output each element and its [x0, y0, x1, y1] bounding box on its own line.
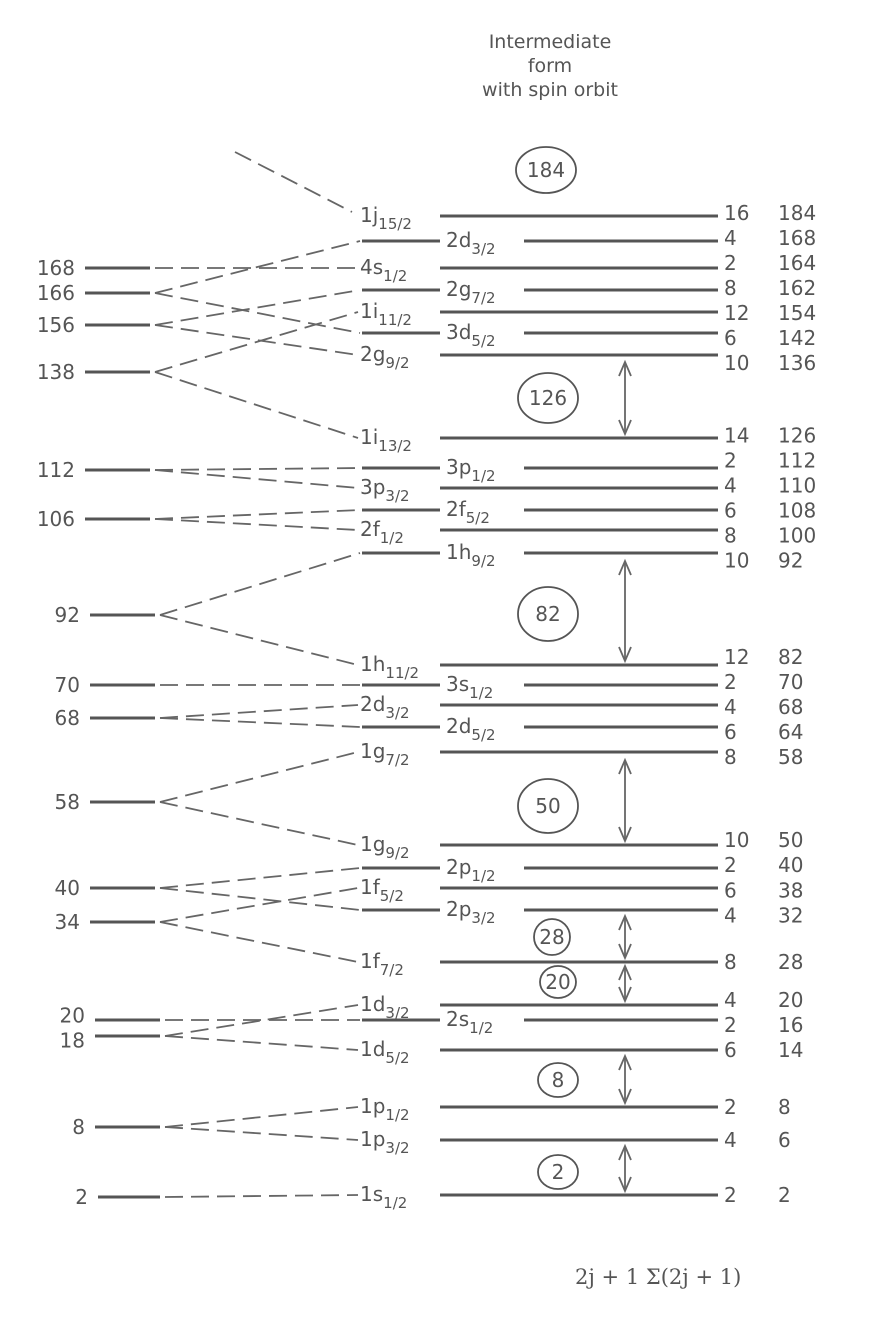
magic-number: 50: [535, 794, 561, 818]
cumulative-value: 20: [778, 987, 804, 1012]
orbital-name: 2f: [446, 497, 466, 521]
oscillator-magic-label: 18: [59, 1028, 85, 1053]
cumulative-value: 162: [778, 275, 817, 300]
orbital-label: [446, 540, 496, 570]
oscillator-level: [55, 673, 155, 697]
orbital-label: [446, 277, 496, 307]
energy-level: [360, 423, 816, 455]
degeneracy-value: 6: [724, 498, 737, 523]
orbital-label: [360, 1094, 410, 1124]
degeneracy-value: 16: [724, 200, 750, 225]
orbital-name: 2d: [446, 714, 472, 738]
orbital-label: [360, 875, 404, 905]
degeneracy-value: 14: [724, 423, 750, 448]
orbital-name: 2g: [360, 342, 386, 366]
degeneracy-value: 6: [724, 1038, 737, 1063]
oscillator-level: [55, 706, 155, 730]
degeneracy-value: 4: [724, 694, 737, 719]
cumulative-value: 154: [778, 300, 817, 325]
orbital-j-subscript: 1/2: [383, 267, 408, 285]
orbital-name: 1g: [360, 832, 386, 856]
oscillator-level: [72, 1115, 160, 1139]
orbital-j-subscript: 1/2: [379, 529, 404, 547]
orbital-j-subscript: 7/2: [379, 961, 404, 979]
splitting-dashed-line: [155, 290, 360, 325]
orbital-j-subscript: 11/2: [385, 664, 420, 682]
cumulative-value: 64: [778, 719, 804, 744]
orbital-name: 1j: [360, 203, 379, 227]
splitting-dashed-line: [160, 888, 358, 922]
title-line: Intermediate: [488, 31, 612, 53]
orbital-name: 2s: [446, 1007, 470, 1031]
orbital-label: [446, 672, 493, 702]
energy-level: [360, 645, 803, 682]
energy-level: [362, 497, 816, 527]
orbital-name: 1d: [360, 1037, 386, 1061]
degeneracy-value: 6: [724, 719, 737, 744]
oscillator-magic-label: 156: [36, 313, 75, 337]
oscillator-magic-label: 168: [36, 256, 75, 280]
magic-number: 8: [551, 1068, 565, 1092]
cumulative-value: 164: [778, 250, 817, 275]
orbital-label: [360, 1037, 410, 1067]
degeneracy-value: 2: [724, 1183, 737, 1207]
orbital-label: [360, 517, 404, 547]
energy-level: [360, 1037, 803, 1067]
orbital-name: 1i: [360, 299, 379, 323]
orbital-label: [360, 692, 410, 722]
cumulative-value: 8: [778, 1095, 791, 1119]
orbital-j-subscript: 3/2: [471, 240, 496, 258]
oscillator-magic-label: 92: [54, 603, 80, 627]
splitting-dashed-line: [155, 468, 360, 470]
cumulative-value: 184: [778, 200, 817, 225]
energy-level: [362, 540, 803, 572]
orbital-name: 2g: [446, 277, 472, 301]
energy-level: [360, 739, 803, 769]
orbital-j-subscript: 3/2: [385, 704, 410, 722]
orbital-name: 2p: [446, 897, 472, 921]
oscillator-level: [75, 1185, 160, 1209]
degeneracy-value: 8: [724, 744, 737, 769]
degeneracy-value: 4: [724, 903, 737, 928]
orbital-j-subscript: 9/2: [471, 552, 496, 570]
orbital-label: [446, 714, 496, 744]
orbital-name: 2f: [360, 517, 380, 541]
splitting-dashed-line: [155, 510, 360, 519]
energy-level: [360, 692, 803, 722]
oscillator-magic-label: 70: [54, 673, 80, 697]
orbital-j-subscript: 5/2: [465, 509, 490, 527]
orbital-name: 2p: [446, 855, 472, 879]
orbital-label: [360, 739, 410, 769]
oscillator-level: [55, 910, 155, 934]
orbital-name: 1h: [446, 540, 472, 564]
orbital-name: 1p: [360, 1094, 386, 1118]
orbital-name: 1f: [360, 949, 380, 973]
splitting-dashed-line: [160, 615, 358, 665]
shell-gap-arrow: [619, 1056, 631, 1103]
orbital-j-subscript: 1/2: [469, 684, 494, 702]
magic-number-circle: [540, 966, 576, 998]
energy-level: [360, 201, 816, 233]
cumulative-value: 2: [778, 1183, 791, 1207]
shell-gap-arrow: [619, 1146, 631, 1191]
degeneracy-value: 2: [724, 853, 737, 878]
orbital-name: 3d: [446, 320, 472, 344]
cumulative-value: 6: [778, 1128, 791, 1152]
energy-level: [360, 251, 816, 285]
oscillator-level: [37, 313, 150, 337]
energy-level: [360, 473, 816, 505]
oscillator-magic-label: 166: [36, 281, 75, 305]
cumulative-value: 126: [778, 423, 817, 448]
cumulative-value: 38: [778, 878, 804, 903]
orbital-label: [360, 949, 404, 979]
energy-level: [360, 517, 816, 547]
splitting-dashed-line: [160, 752, 358, 802]
degeneracy-value: 10: [724, 350, 750, 375]
orbital-name: 1f: [360, 875, 380, 899]
cumulative-value: 16: [778, 1012, 804, 1037]
orbital-j-subscript: 5/2: [471, 726, 496, 744]
energy-level: [360, 988, 803, 1022]
oscillator-level: [37, 360, 150, 384]
oscillator-magic-label: 58: [54, 790, 80, 814]
splitting-dashed-line: [160, 868, 360, 888]
orbital-label: [360, 992, 410, 1022]
energy-level: [362, 714, 803, 744]
degeneracy-value: 12: [724, 300, 750, 325]
orbital-name: 1g: [360, 739, 386, 763]
degeneracy-value: 10: [724, 828, 750, 853]
orbital-j-subscript: 15/2: [378, 215, 412, 233]
magic-number: 126: [528, 386, 568, 410]
magic-number: 28: [539, 925, 565, 949]
orbital-label: [446, 320, 496, 350]
shell-gap-arrow: [619, 362, 631, 434]
oscillator-level: [55, 876, 155, 900]
energy-level: [362, 897, 803, 927]
splitting-dashed-line: [235, 152, 352, 212]
cumulative-value: 70: [778, 669, 804, 694]
orbital-j-subscript: 5/2: [385, 1049, 410, 1067]
degeneracy-value: 2: [724, 1095, 737, 1119]
oscillator-magic-label: 34: [54, 910, 80, 934]
degeneracy-value: 12: [724, 644, 750, 669]
orbital-j-subscript: 3/2: [471, 909, 496, 927]
magic-number-circle: [538, 1063, 578, 1097]
cumulative-value: 142: [778, 325, 817, 350]
magic-number: 2: [551, 1160, 565, 1184]
title-line: with spin orbit: [482, 79, 618, 101]
cumulative-value: 58: [778, 744, 804, 769]
orbital-j-subscript: 7/2: [385, 751, 410, 769]
degeneracy-value: 2: [724, 250, 737, 275]
orbital-label: [360, 1182, 407, 1212]
oscillator-level: [55, 603, 155, 627]
orbital-name: 3s: [446, 672, 470, 696]
shell-gap-arrow: [619, 916, 631, 958]
magic-number-circle: [538, 1155, 578, 1189]
magic-number-circle: [518, 373, 578, 423]
orbital-j-subscript: 3/2: [385, 487, 410, 505]
orbital-label: [360, 1127, 410, 1157]
orbital-j-subscript: 1/2: [471, 467, 496, 485]
splitting-dashed-line: [160, 922, 358, 962]
splitting-dashed-line: [165, 1036, 358, 1050]
degeneracy-value: 4: [724, 225, 737, 250]
orbital-j-subscript: 1/2: [469, 1019, 494, 1037]
cumulative-value: 82: [778, 644, 804, 669]
orbital-j-subscript: 13/2: [378, 437, 412, 455]
energy-level: [360, 875, 803, 905]
orbital-name: 3p: [446, 455, 472, 479]
orbital-label: [446, 455, 496, 485]
splitting-dashed-line: [160, 802, 358, 845]
orbital-j-subscript: 9/2: [385, 354, 410, 372]
splitting-dashed-line: [160, 888, 360, 910]
energy-level: [360, 342, 816, 375]
magic-number-circle: [516, 147, 576, 193]
splitting-dashed-line: [155, 312, 358, 372]
splitting-dashed-line: [160, 705, 358, 718]
cumulative-value: 28: [778, 950, 804, 974]
energy-level: [360, 828, 803, 862]
degeneracy-value: 8: [724, 523, 737, 548]
magic-number-circle: [534, 919, 570, 955]
oscillator-level: [60, 1029, 160, 1053]
magic-number: 82: [535, 602, 561, 626]
degeneracy-value: 2: [724, 1012, 737, 1037]
splitting-dashed-line: [155, 372, 358, 438]
splitting-dashed-line: [160, 718, 360, 727]
orbital-label: [446, 855, 496, 885]
cumulative-value: 40: [778, 853, 804, 878]
orbital-j-subscript: 11/2: [378, 311, 412, 329]
oscillator-level: [37, 458, 150, 482]
oscillator-magic-label: 106: [36, 507, 75, 531]
column-legend: 2j + 1 Σ(2j + 1): [575, 1265, 742, 1289]
splitting-dashed-line: [165, 1127, 358, 1140]
oscillator-level: [60, 1003, 160, 1027]
cumulative-value: 136: [778, 350, 817, 375]
degeneracy-value: 8: [724, 275, 737, 300]
magic-number: 184: [526, 158, 566, 182]
energy-level: [362, 853, 803, 885]
shell-gap-arrow: [619, 561, 631, 661]
oscillator-magic-label: 8: [72, 1115, 85, 1139]
degeneracy-value: 2: [724, 669, 737, 694]
orbital-name: 2d: [446, 228, 472, 252]
energy-level: [362, 226, 816, 258]
splitting-dashed-line: [165, 1195, 358, 1197]
orbital-j-subscript: 5/2: [471, 332, 496, 350]
magic-number-circle: [518, 587, 578, 641]
energy-level: [360, 299, 816, 329]
orbital-j-subscript: 5/2: [379, 887, 404, 905]
splitting-dashed-line: [155, 470, 358, 488]
degeneracy-value: 10: [724, 548, 750, 573]
orbital-j-subscript: 9/2: [385, 844, 410, 862]
degeneracy-value: 2: [724, 448, 737, 473]
orbital-label: [360, 832, 410, 862]
orbital-name: 1d: [360, 992, 386, 1016]
cumulative-value: 168: [778, 225, 817, 250]
cumulative-value: 68: [778, 694, 804, 719]
cumulative-value: 50: [778, 828, 804, 853]
orbital-label: [446, 228, 496, 258]
splitting-dashed-line: [155, 325, 358, 355]
splitting-dashed-line: [155, 241, 360, 293]
shell-gap-arrow: [619, 760, 631, 841]
cumulative-value: 92: [778, 548, 804, 573]
orbital-label: [446, 1007, 493, 1037]
oscillator-level: [37, 256, 150, 280]
degeneracy-value: 8: [724, 950, 737, 974]
splitting-dashed-line: [160, 553, 360, 615]
energy-level: [362, 670, 803, 702]
orbital-name: 4s: [360, 255, 384, 279]
cumulative-value: 110: [778, 473, 817, 498]
orbital-j-subscript: 1/2: [383, 1194, 408, 1212]
cumulative-value: 14: [778, 1038, 804, 1063]
oscillator-magic-label: 20: [59, 1003, 85, 1028]
magic-number: 20: [545, 970, 571, 994]
orbital-name: 1h: [360, 652, 386, 676]
splitting-dashed-line: [155, 519, 358, 530]
orbital-label: [360, 299, 412, 329]
degeneracy-value: 6: [724, 325, 737, 350]
cumulative-value: 112: [778, 448, 817, 473]
degeneracy-value: 4: [724, 987, 737, 1012]
cumulative-value: 108: [778, 498, 817, 523]
oscillator-magic-label: 40: [54, 876, 80, 900]
orbital-label: [360, 475, 410, 505]
degeneracy-value: 4: [724, 1128, 737, 1152]
orbital-name: 1i: [360, 425, 379, 449]
degeneracy-value: 4: [724, 473, 737, 498]
shell-gap-arrow: [619, 966, 631, 1001]
orbital-label: [360, 652, 419, 682]
orbital-j-subscript: 3/2: [385, 1004, 410, 1022]
orbital-name: 1s: [360, 1182, 384, 1206]
orbital-j-subscript: 1/2: [471, 867, 496, 885]
cumulative-value: 100: [778, 523, 817, 548]
energy-level: [360, 1127, 791, 1157]
energy-level: [360, 1094, 791, 1124]
orbital-name: 2d: [360, 692, 386, 716]
orbital-label: [360, 203, 412, 233]
oscillator-level: [37, 507, 150, 531]
cumulative-value: 32: [778, 903, 804, 928]
orbital-j-subscript: 7/2: [471, 289, 496, 307]
orbital-j-subscript: 3/2: [385, 1139, 410, 1157]
oscillator-magic-label: 138: [36, 360, 75, 384]
oscillator-level: [37, 281, 150, 305]
energy-level: [362, 448, 816, 485]
orbital-label: [360, 342, 410, 372]
orbital-label: [360, 425, 412, 455]
orbital-name: 3p: [360, 475, 386, 499]
orbital-j-subscript: 1/2: [385, 1106, 410, 1124]
oscillator-magic-label: 112: [36, 458, 75, 482]
title-line: form: [527, 55, 573, 77]
energy-level: [362, 1007, 803, 1037]
splitting-dashed-line: [155, 293, 360, 333]
degeneracy-value: 6: [724, 878, 737, 903]
oscillator-magic-label: 2: [75, 1185, 88, 1209]
oscillator-level: [55, 790, 155, 814]
oscillator-magic-label: 68: [54, 706, 80, 730]
magic-number-circle: [518, 779, 578, 833]
orbital-label: [360, 255, 407, 285]
energy-level: [360, 1182, 791, 1212]
orbital-label: [446, 897, 496, 927]
orbital-name: 1p: [360, 1127, 386, 1151]
orbital-label: [446, 497, 490, 527]
splitting-dashed-line: [165, 1107, 358, 1127]
energy-level: [360, 949, 803, 979]
